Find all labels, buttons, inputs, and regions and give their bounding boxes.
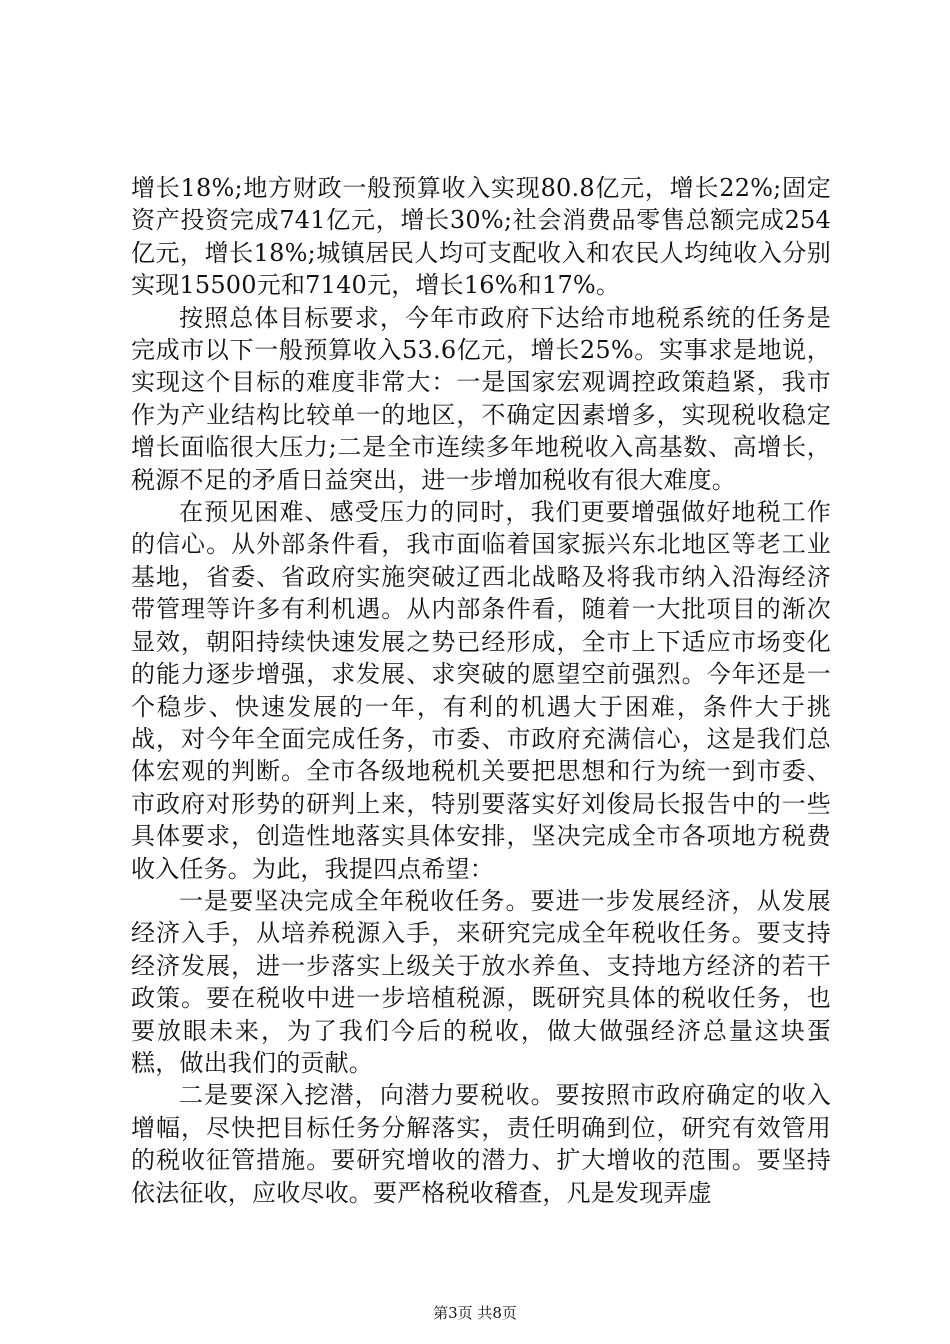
paragraph-1: 增长18%;地方财政一般预算收入实现80.8亿元，增长22%;固定资产投资完成741亿元，增长30%;社会消费品零售总额完成254亿元，增长18%;城镇居民人均可支配收入和农民人均纯收入分别实现15500元和7140元，增长16%和17%。 xyxy=(131,174,831,300)
document-body xyxy=(131,172,831,1209)
paragraph-2: 按照总体目标要求，今年市政府下达给市地税系统的任务是完成市以下一般预算收入53.6亿元，增长25%。实事求是地说，实现这个目标的难度非常大：一是国家宏观调控政策趋紧，我市作为产业结构比较单一的地区，不确定因素增多，实现税收稳定增长面临很大压力;二是全市连续多年地税收入高基数、高增长，税源不足的矛盾日益突出，进一步增加税收有很大难度。 xyxy=(131,303,831,494)
paragraph-3: 在预见困难、感受压力的同时，我们更要增强做好地税工作的信心。从外部条件看，我市面临着国家振兴东北地区等老工业基地，省委、省政府实施突破辽西北战略及将我市纳入沿海经济带管理等许多有利机遇。从内部条件看，随着一大批项目的渐次显效，朝阳持续快速发展之势已经形成，全市上下适应市场变化的能力逐步增强，求发展、求突破的愿望空前强烈。今年还是一个稳步、快速发展的一年，有利的机遇大于困难，条件大于挑战，对今年全面完成任务，市委、市政府充满信心，这是我们总体宏观的判断。全市各级地税机关要把思想和行为统一到市委、市政府对形势的研判上来，特别要落实好刘俊局长报告中的一些具体要求，创造性地落实具体安排，坚决完成全市各项地方税费收入任务。为此，我提四点希望： xyxy=(131,498,831,883)
page-footer xyxy=(0,1303,950,1323)
page-number-label: 第3页 共8页 xyxy=(433,1304,517,1322)
paragraph-4: 一是要坚决完成全年税收任务。要进一步发展经济，从发展经济入手，从培养税源入手，来研究完成全年税收任务。要支持经济发展，进一步落实上级关于放水养鱼、支持地方经济的若干政策。要在税收中进一步培植税源，既研究具体的税收任务，也要放眼未来，为了我们今后的税收，做大做强经济总量这块蛋糕，做出我们的贡献。 xyxy=(131,886,831,1077)
paragraph-5: 二是要深入挖潜，向潜力要税收。要按照市政府确定的收入增幅，尽快把目标任务分解落实，责任明确到位，研究有效管用的税收征管措施。要研究增收的潜力、扩大增收的范围。要坚持依法征收，应收尽收。要严格税收稽查，凡是发现弄虚 xyxy=(131,1081,831,1207)
